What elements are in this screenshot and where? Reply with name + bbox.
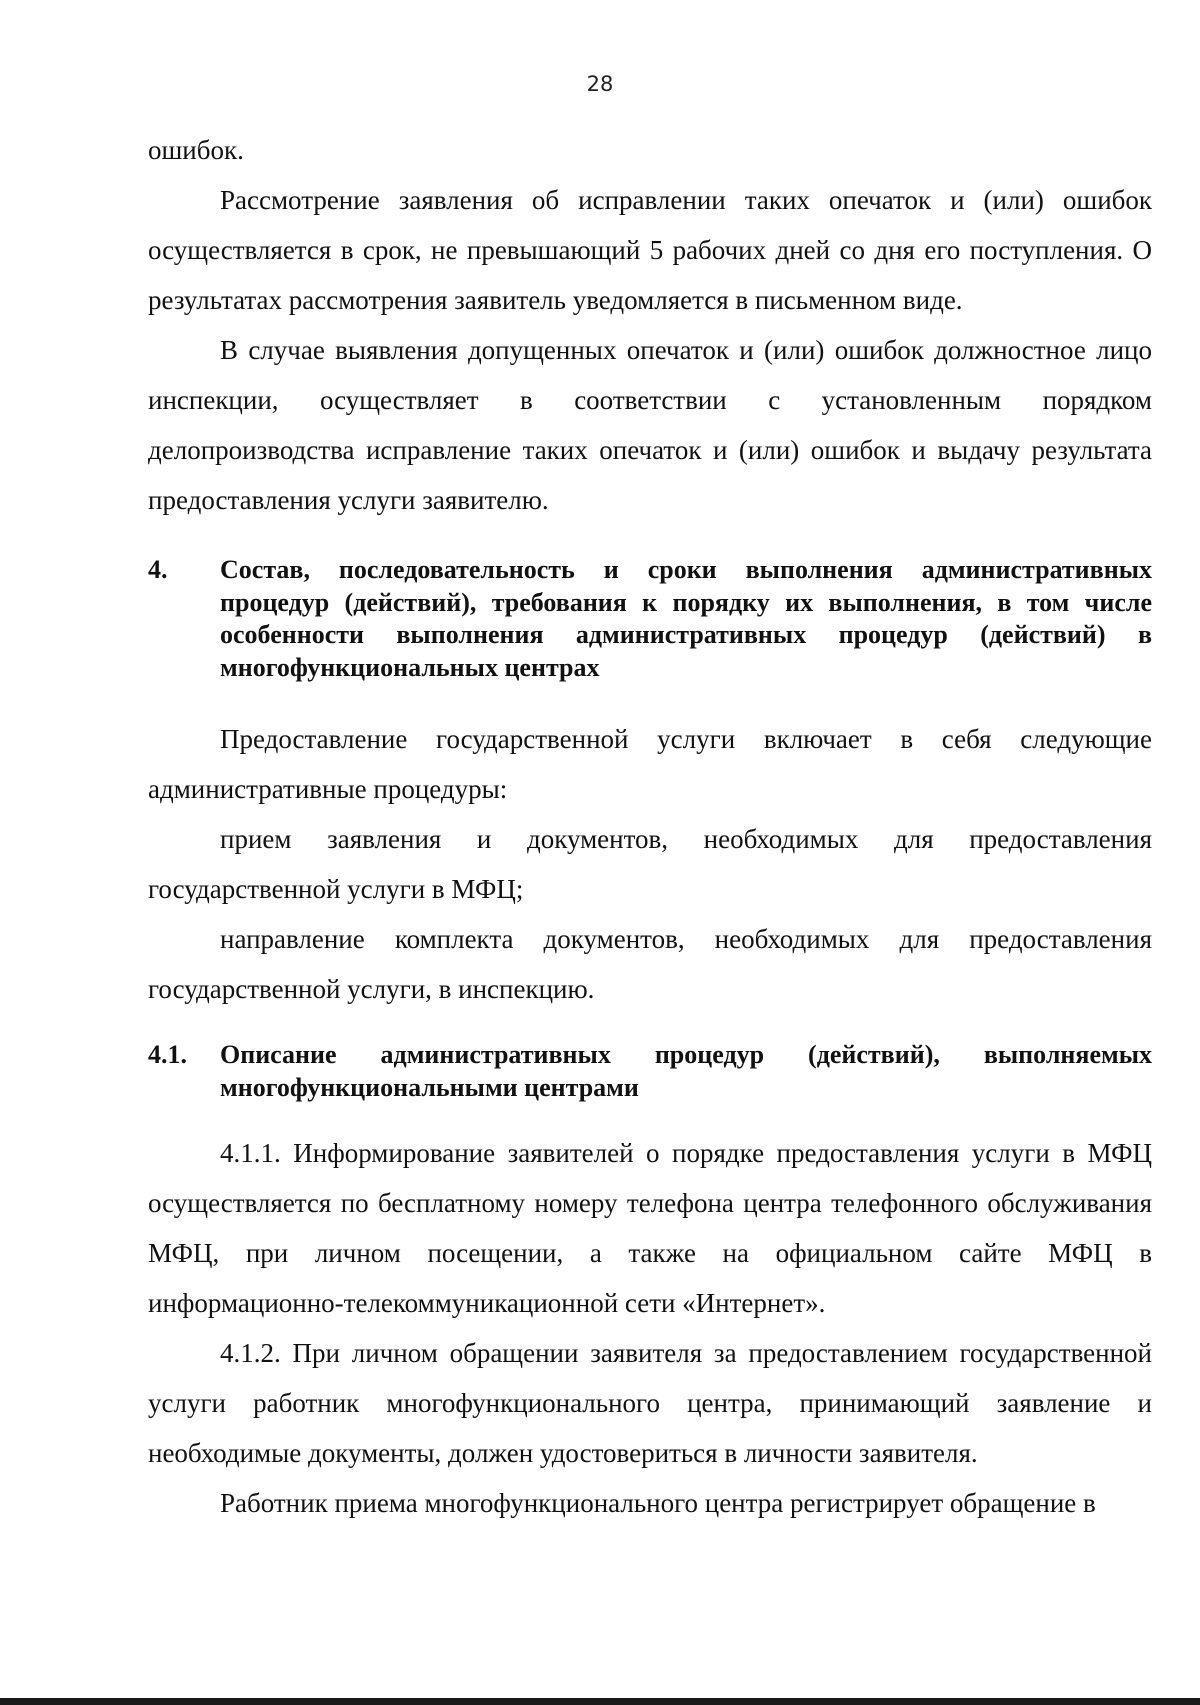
- paragraph-registration: Работник приема многофункционального центра регистрирует обращение в: [220, 1488, 1096, 1518]
- document-body: [148, 125, 1152, 1528]
- page-number: 28: [586, 72, 614, 96]
- section-title: Состав, последовательность и сроки выполнения административных процедур (действий), требования к порядку их выполнения, в том числе особенности выполнения административных процедур (действий) в многофункциональных центрах: [220, 555, 1152, 682]
- paragraph-4-1-1: 4.1.1. Информирование заявителей о порядке предоставления услуги в МФЦ осуществляется по бесплатному номеру телефона центра телефонного обслуживания МФЦ, при личном посещении, а также на официальном сайте МФЦ в информационно-телекоммуникационной сети «Интернет».: [148, 1138, 1152, 1318]
- section-title: Описание административных процедур (действий), выполняемых многофункциональными центрами: [220, 1040, 1152, 1102]
- section-heading-4-1: [76, 1039, 1152, 1104]
- paragraph-procedures-intro: Предоставление государственной услуги включает в себя следующие административные процедуры:: [148, 724, 1152, 804]
- section-number: 4.: [148, 555, 168, 584]
- paragraph-continuation: ошибок.: [148, 135, 244, 165]
- section-number: 4.1.: [148, 1040, 187, 1069]
- list-item-forwarding: направление комплекта документов, необходимых для предоставления государственной услуги, в инспекцию.: [148, 924, 1152, 1004]
- paragraph-4-1-2: 4.1.2. При личном обращении заявителя за предоставлением государственной услуги работник многофункционального центра, принимающий заявление и необходимые документы, должен удостовериться в личности заявителя.: [148, 1338, 1152, 1468]
- list-item-reception: прием заявления и документов, необходимых для предоставления государственной услуги в МФЦ;: [148, 824, 1152, 904]
- paragraph-review-term: Рассмотрение заявления об исправлении таких опечаток и (или) ошибок осуществляется в срок, не превышающий 5 рабочих дней со дня его поступления. О результатах рассмотрения заявитель уведомляется в письменном виде.: [148, 185, 1152, 315]
- section-heading-4: [76, 554, 1152, 684]
- paragraph-correction: В случае выявления допущенных опечаток и (или) ошибок должностное лицо инспекции, осуществляет в соответствии с установленным порядком делопроизводства исправление таких опечаток и (или) ошибок и выдачу результата предоставления услуги заявителю.: [148, 335, 1152, 515]
- scan-edge-bar: [0, 1698, 1200, 1705]
